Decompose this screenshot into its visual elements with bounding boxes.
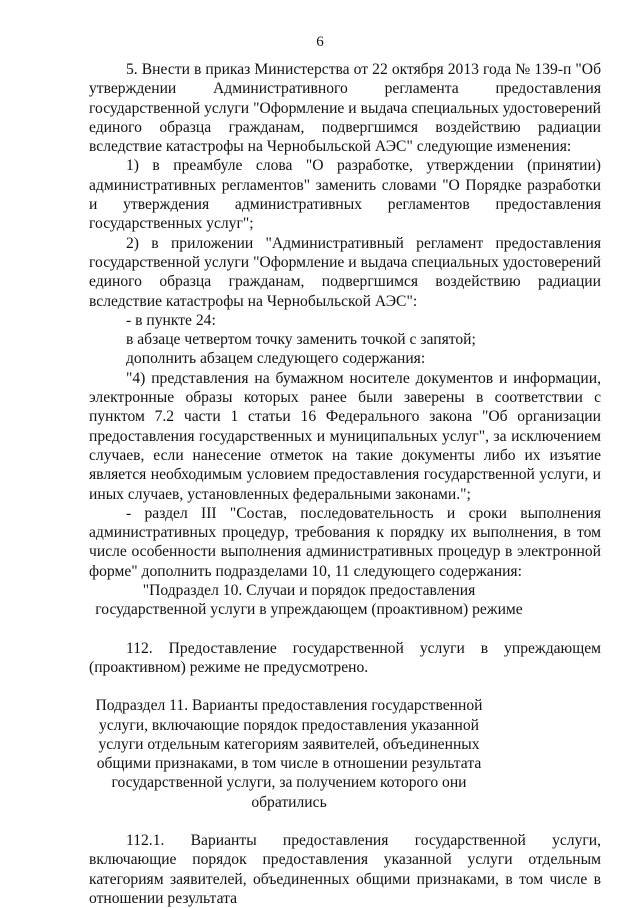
spacer — [89, 620, 601, 639]
spacer — [89, 677, 601, 696]
section-3-paragraph: - раздел III "Состав, последовательность и сроки выполнения административных процедур, требования к порядку их выполнения, в том числе особенности выполнения административных процедур в электронной форме" дополнить подразделами 10, 11 следующего содержания: — [89, 504, 601, 580]
item-24: - в пункте 24: — [126, 311, 216, 329]
paragraph-abz4: в абзаце четвертом точку заменить точкой с запятой; — [126, 331, 476, 349]
paragraph-5-1: 1) в преамбуле слова "О разработке, утверждении (принятии) административных регламентов" заменить словами "О Порядке разработки и утверждения административных регламентов предоставления государственных услуг"; — [89, 157, 601, 233]
subsection-10-heading: "Подраздел 10. Случаи и порядок предоставления государственной услуги в упреждающем (проактивном) режиме — [95, 582, 523, 619]
quote-item-4: "4) представления на бумажном носителе документов и информации, электронные образы которых ранее были заверены в соответствии с пунктом 7.2 части 1 статьи 16 Федерального закона "Об организации предоставления государственных и муниципальных услуг", за исключением случаев, если нанесение отметок на такие документы либо их изъятие является необходимым условием предоставления государственной услуги, и иных случаев, установленных федеральными законами."; — [89, 369, 601, 503]
paragraph-5-2: 2) в приложении "Административный регламент предоставления государственной услуги "Оформление и выдача специальных удостоверений единого образца гражданам, подвергшимся воздействию радиации вследствие катастрофы на Чернобыльской АЭС": — [89, 234, 601, 310]
paragraph-5: 5. Внести в приказ Министерства от 22 октября 2013 года № 139-п "Об утверждении Административного регламента предоставления государственной услуги "Оформление и выдача специальных удостоверений единого образца гражданам, подвергшимся воздействию радиации вследствие катастрофы на Чернобыльской АЭС" следующие изменения: — [89, 61, 601, 156]
paragraph-112-1: 112.1. Варианты предоставления государственной услуги, включающие порядок предоставления указанной услуги отдельным категориям заявителей, объединенных общими признаками, в том числе в отношении результата — [89, 831, 601, 907]
subsection-11-heading: Подраздел 11. Варианты предоставления государственной услуги, включающие порядок предоставления указанной услуги отдельным категориям заявителей, объединенных общими признаками, в том числе в отношении результата государственной услуги, за получением которого они обратились — [95, 697, 483, 811]
spacer — [89, 812, 601, 831]
document-body — [89, 60, 601, 908]
page-number: 6 — [316, 34, 324, 50]
paragraph-add-abz: дополнить абзацем следующего содержания: — [126, 350, 426, 368]
paragraph-112: 112. Предоставление государственной услуги в упреждающем (проактивном) режиме не предусмотрено. — [89, 639, 601, 676]
